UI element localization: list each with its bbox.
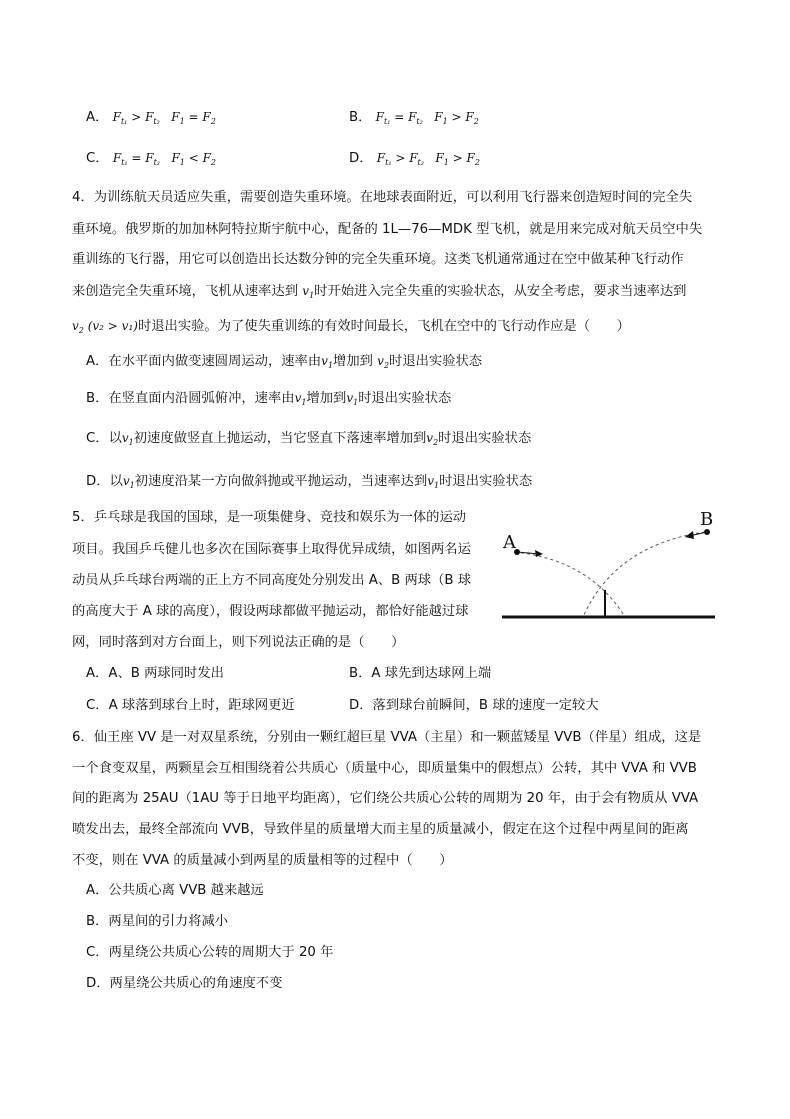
label-b: B [700, 509, 714, 530]
q6-line-4: 喷发出去，最终全部流向 VVB，导致伴星的质量增大而主星的质量减小，假定在这个过程中两星间的距离 [72, 822, 689, 837]
q6-option-d[interactable]: D．两星绕公共质心的角速度不变 [86, 976, 283, 991]
q4-option-a[interactable]: A．在水平面内做变速圆周运动，速率由$v_1$增加到 $v_2$时退出实验状态 [86, 354, 483, 370]
q5-option-a[interactable]: A．A、B 两球同时发出 [86, 666, 224, 681]
q4-line-4: 来创造完全失重环境，飞机从速率达到 $v_1$时开始进入完全失重的实验状态，从安全考虑，要求当速率达到 [72, 284, 687, 300]
q6-line-3: 间的距离为 25AU（1AU 等于日地平均距离），它们绕公共质心公转的周期为 20 年，由于会有物质从 VVA [72, 791, 699, 806]
option-label: D． [349, 151, 373, 166]
q5-option-c[interactable]: C．A 球落到球台上时，距球网更近 [86, 698, 295, 713]
q4-line-5: $v_2$ (v₂ > v₁)时退出实验。为了使失重训练的有效时间最长，飞机在空中的飞行动作应是（ ） [72, 319, 630, 335]
q6-option-b[interactable]: B．两星间的引力将减小 [86, 914, 229, 929]
q5-line-5: 网，同时落到对方台面上，则下列说法正确的是（ ） [72, 635, 405, 650]
option-label: B． [349, 110, 372, 125]
q4-line-2: 重环境。俄罗斯的加加林阿特拉斯宇航中心，配备的 1L—76—MDK 型飞机，就是用来完成对航天员空中失 [72, 222, 703, 237]
q6-option-a[interactable]: A．公共质心离 VVB 越来越远 [86, 883, 264, 898]
q6-option-c[interactable]: C．两星绕公共质心公转的周期大于 20 年 [86, 945, 334, 960]
q5-line-4: 的高度大于 A 球的高度），假设两球都做平抛运动，都恰好能越过球 [72, 604, 469, 619]
option-label: C． [86, 151, 109, 166]
q5-option-d[interactable]: D．落到球台前瞬间，B 球的速度一定较大 [349, 698, 599, 713]
trajectory-a [515, 552, 625, 617]
q3-option-b[interactable] [349, 108, 479, 131]
q4-option-b[interactable]: B．在竖直面内沿圆弧俯冲，速率由$v_1$增加到$v_1$时退出实验状态 [86, 391, 452, 407]
q6-line-5: 不变，则在 VVA 的质量减小到两星的质量相等的过程中（ ） [72, 853, 453, 868]
label-a: A [503, 532, 516, 553]
q6-line-2: 一个食变双星，两颗星会互相围绕着公共质心（质量中心，即质量集中的假想点）公转，其中 VVA 和 VVB [72, 761, 697, 776]
option-label: A． [86, 110, 109, 125]
option-math: $F_{t_1} > F_{t_2}$ $F_1 = F_2$ [112, 110, 216, 126]
q3-option-d[interactable] [349, 149, 480, 172]
q3-option-a[interactable] [86, 108, 216, 131]
q6-line-1: 6．仙王座 VV 是一对双星系统，分别由一颗红超巨星 VVA（主星）和一颗蓝矮星 VVB（伴星）组成，这是 [72, 730, 702, 745]
q3-option-c[interactable] [86, 149, 216, 172]
q4-option-c[interactable]: C．以$v_1$初速度做竖直上抛运动，当它竖直下落速率增加到$v_2$时退出实验状态 [86, 431, 532, 447]
q5-option-b[interactable]: B．A 球先到达球网上端 [349, 666, 492, 681]
table-tennis-figure [495, 505, 725, 625]
option-math: $F_{t_1} = F_{t_2}$ $F_1 < F_2$ [112, 151, 216, 167]
q5-line-3: 动员从乒乓球台两端的正上方不同高度处分别发出 A、B 两球（B 球 [72, 573, 472, 588]
q5-line-1: 5．乒乓球是我国的国球，是一项集健身、竞技和娱乐为一体的运动 [72, 510, 467, 525]
option-math: $F_{t_1} = F_{t_2}$ $F_1 > F_2$ [375, 110, 479, 126]
q4-line-1: 4．为训练航天员适应失重，需要创造失重环境。在地球表面附近，可以利用飞行器来创造短时间的完全失 [72, 190, 693, 205]
q4-line-3: 重训练的飞行器，用它可以创造出长达数分钟的完全失重环境。这类飞机通常通过在空中做某种飞行动作 [72, 252, 684, 267]
q4-option-d[interactable]: D．以$v_1$初速度沿某一方向做斜抛或平抛运动，当速率达到$v_1$时退出实验状态 [86, 474, 533, 490]
option-math: $F_{t_1} > F_{t_2}$ $F_1 > F_2$ [376, 151, 480, 167]
trajectory-b [583, 532, 705, 617]
q5-line-2: 项目。我国乒乓健儿也多次在国际赛事上取得优异成绩，如图两名运 [72, 542, 471, 557]
